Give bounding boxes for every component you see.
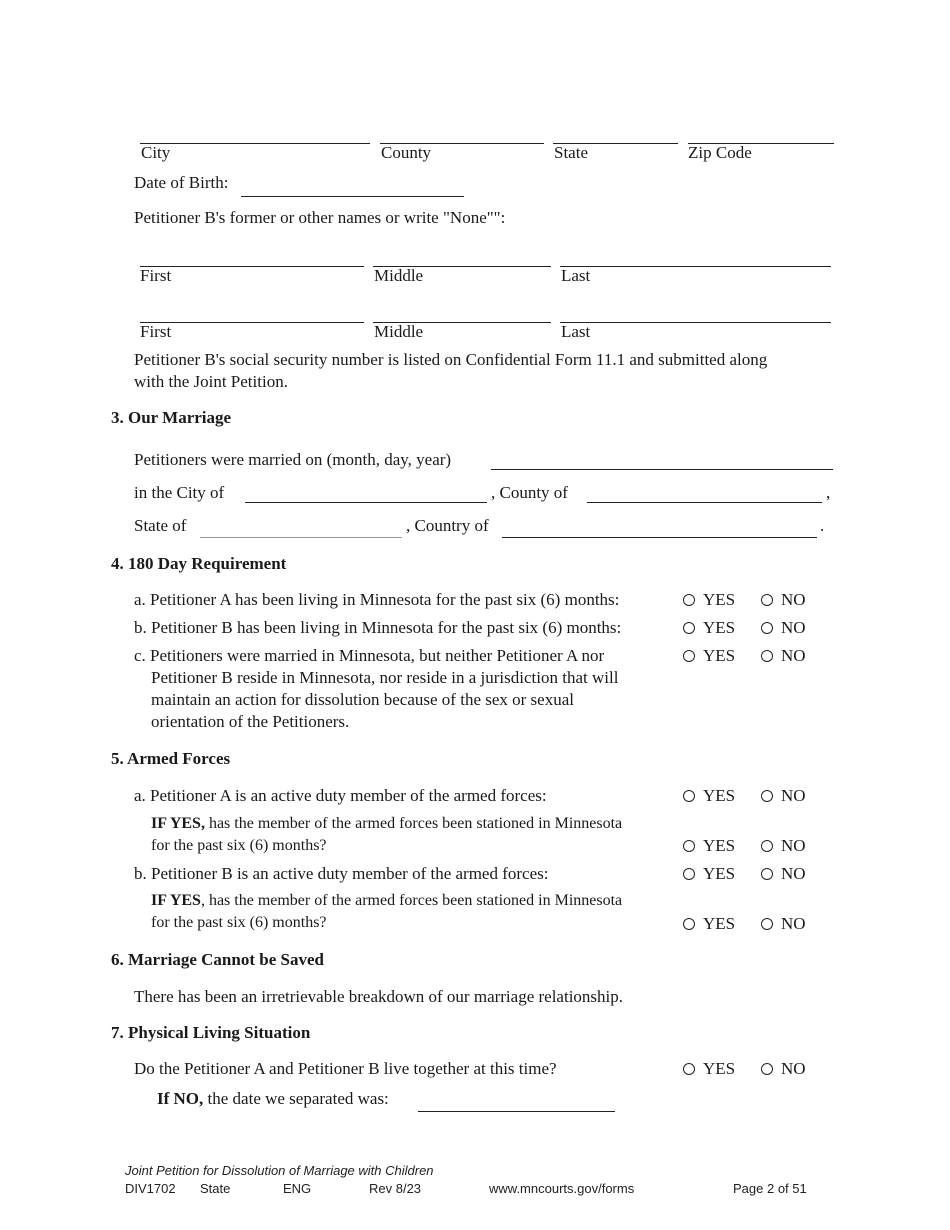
marriage-country-field[interactable] — [502, 537, 817, 538]
marriage-state-field[interactable] — [200, 537, 402, 538]
req-b-text: b. Petitioner B has been living in Minnesota for the past six (6) months: — [134, 618, 622, 637]
req-b-yes[interactable]: YES — [683, 618, 735, 638]
footer-form-id: DIV1702 — [125, 1181, 176, 1196]
req-c-yes[interactable]: YES — [683, 646, 735, 666]
first-label-1: First — [140, 266, 172, 285]
last-label-2: Last — [561, 322, 591, 341]
middle-label-1: Middle — [374, 266, 424, 285]
radio-circle-icon — [683, 650, 695, 662]
former-last-name-1[interactable] — [560, 266, 831, 267]
radio-circle-icon — [683, 790, 695, 802]
period-punct: . — [820, 516, 825, 535]
marriage-date-field[interactable] — [491, 469, 833, 470]
section-7-heading: 7. Physical Living Situation — [111, 1023, 311, 1042]
armed-b-yes[interactable]: YES — [683, 864, 735, 884]
live-together-yes[interactable]: YES — [683, 1059, 735, 1079]
footer-page: Page 2 of 51 — [733, 1181, 807, 1196]
footer-lang: ENG — [283, 1181, 312, 1196]
separation-date-field[interactable] — [418, 1111, 615, 1112]
live-together-no[interactable]: NO — [761, 1059, 806, 1079]
marriage-city-field[interactable] — [245, 502, 487, 503]
first-label-2: First — [140, 322, 172, 341]
armed-b-ifyes-line-1: IF YES, has the member of the armed forces been stationed in Minnesota — [151, 892, 623, 909]
req-a-no[interactable]: NO — [761, 590, 806, 610]
armed-a-yes[interactable]: YES — [683, 786, 735, 806]
footer-rev: Rev 8/23 — [369, 1181, 422, 1196]
radio-circle-icon — [683, 840, 695, 852]
req-a-text: a. Petitioner A has been living in Minnesota for the past six (6) months: — [134, 590, 620, 609]
req-c-line-4: orientation of the Petitioners. — [151, 712, 350, 731]
city-field[interactable] — [140, 143, 370, 144]
county-label: County — [381, 143, 432, 162]
dob-field[interactable] — [241, 196, 464, 197]
armed-b-stationed-no[interactable]: NO — [761, 914, 806, 934]
former-names-prompt: Petitioner B's former or other names or write "None"": — [134, 208, 506, 227]
middle-label-2: Middle — [374, 322, 424, 341]
section-5-heading: 5. Armed Forces — [111, 749, 231, 768]
zip-label: Zip Code — [688, 143, 752, 162]
section-3-heading: 3. Our Marriage — [111, 408, 232, 427]
former-first-name-2[interactable] — [140, 322, 364, 323]
section-4-heading: 4. 180 Day Requirement — [111, 554, 287, 573]
armed-b-text: b. Petitioner B is an active duty member of the armed forces: — [134, 864, 549, 883]
armed-b-ifyes-line-2: for the past six (6) months? — [151, 914, 327, 931]
radio-circle-icon — [761, 840, 773, 852]
radio-circle-icon — [683, 594, 695, 606]
footer-title: Joint Petition for Dissolution of Marriage with Children — [125, 1163, 434, 1178]
state-of-label: State of — [134, 516, 187, 535]
armed-a-stationed-no[interactable]: NO — [761, 836, 806, 856]
marriage-county-field[interactable] — [587, 502, 822, 503]
radio-circle-icon — [683, 868, 695, 880]
live-together-question: Do the Petitioner A and Petitioner B live together at this time? — [134, 1059, 557, 1078]
armed-a-ifyes-line-2: for the past six (6) months? — [151, 837, 327, 854]
ssn-text-2: with the Joint Petition. — [134, 372, 288, 391]
radio-circle-icon — [761, 918, 773, 930]
armed-a-text: a. Petitioner A is an active duty member of the armed forces: — [134, 786, 547, 805]
section-6-heading: 6. Marriage Cannot be Saved — [111, 950, 324, 969]
radio-circle-icon — [761, 790, 773, 802]
ssn-text-1: Petitioner B's social security number is listed on Confidential Form 11.1 and submitted along — [134, 350, 768, 369]
county-of-label: , County of — [491, 483, 568, 502]
state-label: State — [554, 143, 588, 162]
dob-label: Date of Birth: — [134, 173, 229, 192]
comma-punct: , — [826, 483, 831, 502]
city-of-label: in the City of — [134, 483, 225, 502]
armed-a-stationed-yes[interactable]: YES — [683, 836, 735, 856]
city-label: City — [141, 143, 171, 162]
armed-a-no[interactable]: NO — [761, 786, 806, 806]
radio-circle-icon — [683, 918, 695, 930]
radio-circle-icon — [761, 1063, 773, 1075]
last-label-1: Last — [561, 266, 591, 285]
separation-date-label: If NO, the date we separated was: — [157, 1089, 389, 1108]
req-a-yes[interactable]: YES — [683, 590, 735, 610]
radio-circle-icon — [683, 1063, 695, 1075]
armed-b-stationed-yes[interactable]: YES — [683, 914, 735, 934]
req-c-line-3: maintain an action for dissolution because of the sex or sexual — [151, 690, 574, 709]
former-first-name-1[interactable] — [140, 266, 364, 267]
req-c-no[interactable]: NO — [761, 646, 806, 666]
req-b-no[interactable]: NO — [761, 618, 806, 638]
req-c-line-2: Petitioner B reside in Minnesota, nor reside in a jurisdiction that will — [151, 668, 619, 687]
country-of-label: , Country of — [406, 516, 489, 535]
married-on-label: Petitioners were married on (month, day, year) — [134, 450, 452, 469]
former-last-name-2[interactable] — [560, 322, 831, 323]
radio-circle-icon — [761, 868, 773, 880]
armed-b-no[interactable]: NO — [761, 864, 806, 884]
radio-circle-icon — [761, 650, 773, 662]
radio-circle-icon — [761, 594, 773, 606]
radio-circle-icon — [761, 622, 773, 634]
footer-scope: State — [200, 1181, 231, 1196]
armed-a-ifyes-line-1: IF YES, has the member of the armed forces been stationed in Minnesota — [151, 815, 623, 832]
breakdown-text: There has been an irretrievable breakdown of our marriage relationship. — [134, 987, 624, 1006]
req-c-line-1: c. Petitioners were married in Minnesota, but neither Petitioner A nor — [134, 646, 605, 665]
footer-url[interactable]: www.mncourts.gov/forms — [489, 1181, 635, 1196]
radio-circle-icon — [683, 622, 695, 634]
